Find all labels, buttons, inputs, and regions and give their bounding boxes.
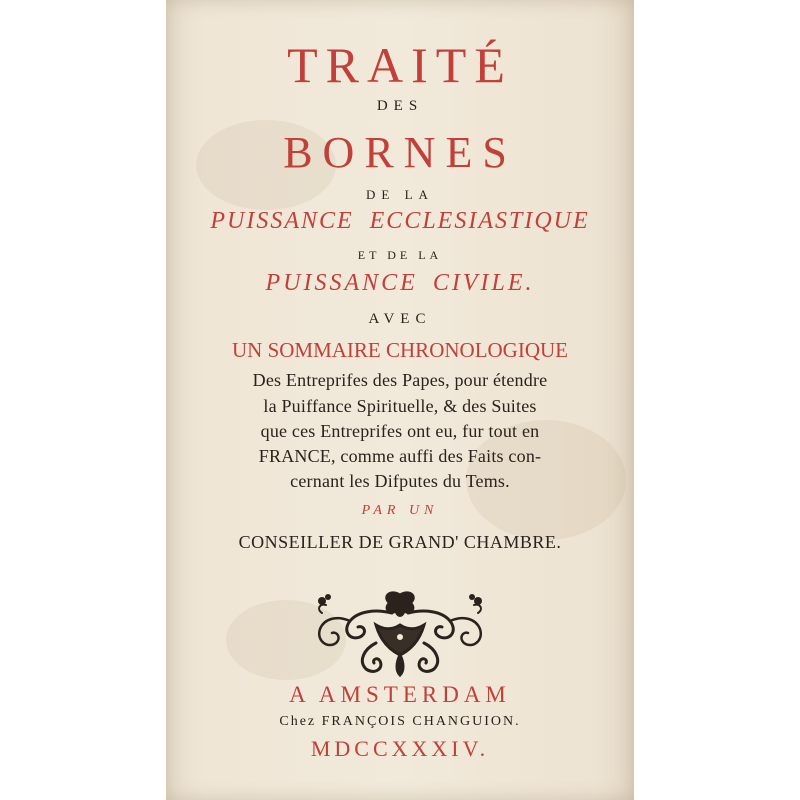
- title-des: DES: [376, 98, 424, 114]
- description-line: cernant les Difputes du Tems.: [290, 471, 510, 491]
- title-et-de-la: ET DE LA: [357, 248, 443, 262]
- description-line: FRANCE, comme auffi des Faits con-: [258, 446, 542, 466]
- title-avec: AVEC: [368, 311, 432, 327]
- imprint-place: A AMSTERDAM: [289, 682, 511, 707]
- title-page: [166, 0, 634, 800]
- baroque-scroll-ornament-icon: [306, 585, 494, 677]
- title-sommaire-chronologique: UN SOMMAIRE CHRONOLOGIQUE: [232, 338, 568, 362]
- title-de-la: DE LA: [366, 187, 434, 202]
- title-puissance-ecclesiastique: PUISSANCE ECCLESIASTIQUE: [210, 208, 590, 234]
- title-puissance-civile: PUISSANCE CIVILE.: [265, 270, 535, 296]
- title-bornes: BORNES: [283, 128, 517, 177]
- description-line: Des Entreprifes des Papes, pour étendre: [252, 370, 548, 390]
- imprint-publisher: Chez FRANÇOIS CHANGUION.: [279, 714, 521, 729]
- title-traite: TRAITÉ: [287, 37, 513, 93]
- description-line: que ces Entreprifes ont eu, fur tout en: [260, 421, 540, 441]
- description-line: la Puiffance Spirituelle, & des Suites: [263, 396, 537, 416]
- author-line: CONSEILLER DE GRAND' CHAMBRE.: [238, 532, 562, 552]
- by-line: PAR UN: [361, 503, 439, 518]
- imprint-year: MDCCXXXIV.: [310, 736, 490, 761]
